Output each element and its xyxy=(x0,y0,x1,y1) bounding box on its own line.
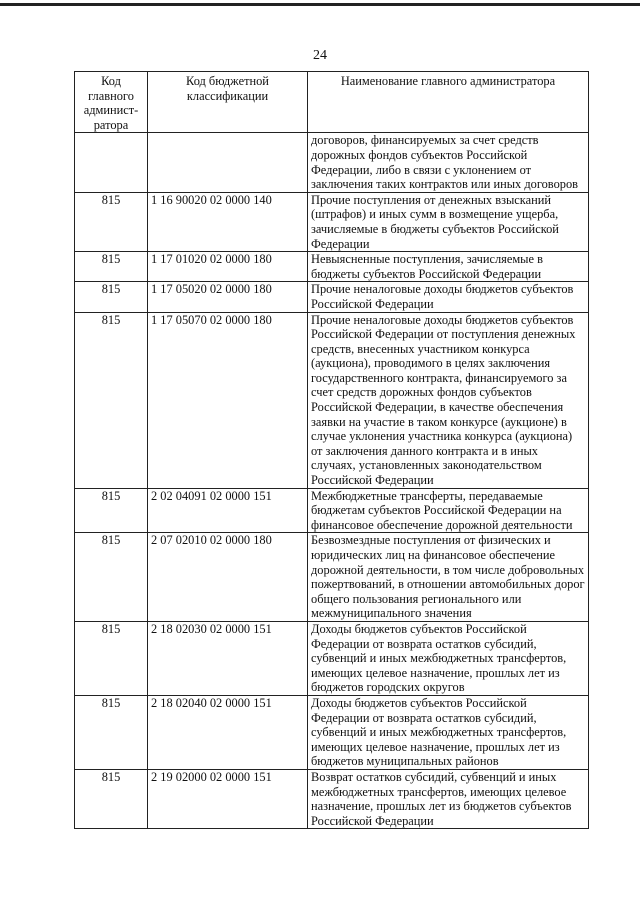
table-row xyxy=(75,621,589,695)
table-row xyxy=(75,312,589,488)
table-row xyxy=(75,769,589,828)
cell-name: Возврат остатков субсидий, субвенций и иных межбюджетных трансфертов, имеющих целевое назначение, прошлых лет из бюджетов субъектов Российской Федерации xyxy=(308,769,589,828)
cell-code: 2 19 02000 02 0000 151 xyxy=(148,769,308,828)
table-row xyxy=(75,533,589,622)
cell-code: 2 02 04091 02 0000 151 xyxy=(148,488,308,533)
cell-name: Доходы бюджетов субъектов Российской Федерации от возврата остатков субсидий, субвенций и иных межбюджетных трансфертов, имеющих целевое назначение, прошлых лет из бюджетов муниципальных районов xyxy=(308,695,589,769)
cell-code: 1 17 05020 02 0000 180 xyxy=(148,282,308,312)
budget-table xyxy=(74,71,589,829)
cell-code xyxy=(148,133,308,192)
cell-code: 1 17 01020 02 0000 180 xyxy=(148,252,308,282)
table-row xyxy=(75,488,589,533)
header-budget-code: Код бюджетной классификации xyxy=(148,72,308,133)
cell-name: Прочие поступления от денежных взысканий (штрафов) и иных сумм в возмещение ущерба, зачисляемые в бюджеты субъектов Российской Федерации xyxy=(308,192,589,251)
cell-admin: 815 xyxy=(75,695,148,769)
cell-code: 2 07 02010 02 0000 180 xyxy=(148,533,308,622)
cell-name: Прочие неналоговые доходы бюджетов субъектов Российской Федерации xyxy=(308,282,589,312)
cell-admin: 815 xyxy=(75,533,148,622)
cell-admin xyxy=(75,133,148,192)
cell-code: 1 17 05070 02 0000 180 xyxy=(148,312,308,488)
cell-name: Доходы бюджетов субъектов Российской Федерации от возврата остатков субсидий, субвенций и иных межбюджетных трансфертов, имеющих целевое назначение, прошлых лет из бюджетов городских округов xyxy=(308,621,589,695)
page-number: 24 xyxy=(313,48,327,63)
cell-admin: 815 xyxy=(75,192,148,251)
cell-code: 2 18 02030 02 0000 151 xyxy=(148,621,308,695)
table-row xyxy=(75,252,589,282)
table-row xyxy=(75,282,589,312)
header-admin-name: Наименование главного администратора xyxy=(308,72,589,133)
cell-name: договоров, финансируемых за счет средств дорожных фондов субъектов Российской Федерации, либо в связи с уклонением от заключения таких контрактов или иных договоров xyxy=(308,133,589,192)
table-header-row xyxy=(75,72,589,133)
cell-admin: 815 xyxy=(75,282,148,312)
cell-admin: 815 xyxy=(75,488,148,533)
cell-name: Прочие неналоговые доходы бюджетов субъектов Российской Федерации от поступления денежных средств, внесенных участником конкурса (аукциона), проводимого в целях заключения государственного контракта, финансируемого за счет средств дорожных фондов субъектов Российской Федерации, в качестве обеспечения заявки на участие в таком конкурсе (аукционе) в случае уклонения участника конкурса (аукциона) от заключения данного контракта и в иных случаях, установленных законодательством Российской Федерации xyxy=(308,312,589,488)
table-row xyxy=(75,133,589,192)
cell-name: Межбюджетные трансферты, передаваемые бюджетам субъектов Российской Федерации на финансовое обеспечение дорожной деятельности xyxy=(308,488,589,533)
cell-admin: 815 xyxy=(75,312,148,488)
cell-admin: 815 xyxy=(75,769,148,828)
table-row xyxy=(75,192,589,251)
cell-code: 2 18 02040 02 0000 151 xyxy=(148,695,308,769)
header-admin-code: Код главного админист-ратора xyxy=(75,72,148,133)
cell-admin: 815 xyxy=(75,252,148,282)
cell-name: Безвозмездные поступления от физических и юридических лиц на финансовое обеспечение дорожной деятельности, в том числе добровольных пожертвований, в отношении автомобильных дорог общего пользования регионального или межмуниципального значения xyxy=(308,533,589,622)
cell-admin: 815 xyxy=(75,621,148,695)
cell-code: 1 16 90020 02 0000 140 xyxy=(148,192,308,251)
cell-name: Невыясненные поступления, зачисляемые в бюджеты субъектов Российской Федерации xyxy=(308,252,589,282)
top-border-line xyxy=(0,3,640,6)
table-row xyxy=(75,695,589,769)
